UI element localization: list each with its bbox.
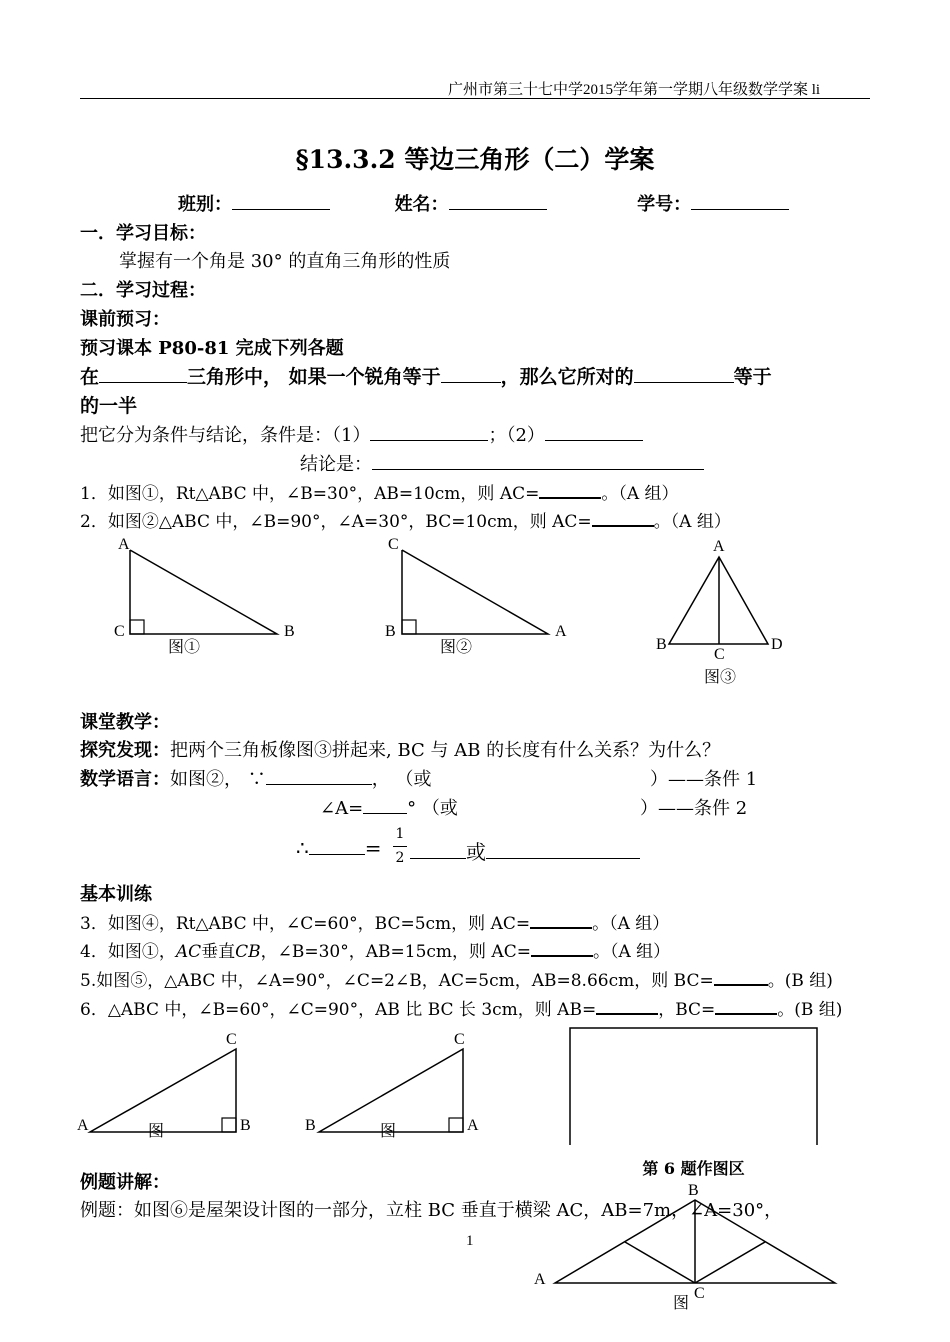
condition-1-label: ）——条件 1 bbox=[650, 769, 758, 790]
fig5-caption: 图 bbox=[380, 1123, 397, 1140]
figure-4 bbox=[77, 1031, 251, 1140]
question-1-blank[interactable] bbox=[539, 497, 601, 499]
fig1-label-a: A bbox=[118, 536, 130, 553]
fig3-caption: 图③ bbox=[704, 669, 737, 686]
degree-or: ° （或 bbox=[407, 798, 458, 819]
page-number: 1 bbox=[466, 1233, 474, 1249]
question-4 bbox=[80, 937, 670, 962]
fig1-caption: 图① bbox=[168, 639, 201, 656]
fill-text-c: ，那么它所对的 bbox=[500, 366, 634, 388]
question-4-tail: 。（A 组） bbox=[592, 942, 671, 962]
fill-blank-1[interactable] bbox=[99, 382, 187, 383]
fill-text-e: 的一半 bbox=[80, 395, 138, 417]
angle-a-label: ∠A= bbox=[320, 798, 364, 819]
conclusion-label: 结论是： bbox=[300, 454, 372, 475]
fig1-label-c: C bbox=[114, 623, 125, 640]
fig2-label-b: B bbox=[385, 623, 396, 640]
fig2-label-c: C bbox=[388, 536, 399, 553]
question-2 bbox=[80, 507, 731, 532]
question-6-mid: ，BC= bbox=[658, 1000, 716, 1020]
fill-text-a: 在 bbox=[80, 366, 100, 388]
fig3-label-a: A bbox=[713, 538, 725, 555]
question-4-ac: AC bbox=[175, 942, 202, 962]
conclusion-blank[interactable] bbox=[372, 469, 704, 470]
question-6-text: 6．△ABC 中，∠B=60°，∠C=90°，AB 比 BC 长 3cm，则 AB= bbox=[80, 1000, 597, 1020]
therefore-line-2 bbox=[410, 836, 640, 865]
angle-a-blank[interactable] bbox=[363, 813, 407, 814]
learning-goal: 掌握有一个角是 30° 的直角三角形的性质 bbox=[119, 251, 451, 272]
fill-blank-3[interactable] bbox=[634, 382, 734, 383]
figure-6 bbox=[520, 1170, 840, 1320]
therefore-line bbox=[296, 836, 382, 860]
fig5-label-c: C bbox=[454, 1031, 465, 1048]
figure-1 bbox=[114, 536, 295, 656]
question-6-blank-1[interactable] bbox=[596, 1013, 658, 1015]
therefore-blank-2[interactable] bbox=[410, 858, 466, 859]
class-heading: 课堂教学： bbox=[80, 712, 170, 733]
question-2-text: 2．如图②△ABC 中，∠B=90°，∠A=30°，BC=10cm，则 AC= bbox=[80, 512, 592, 532]
section1-heading: 一．学习目标： bbox=[80, 223, 206, 244]
condition-label: 把它分为条件与结论，条件是：（1） bbox=[80, 425, 371, 446]
explore-line bbox=[80, 736, 720, 762]
figures-row-1 bbox=[0, 530, 950, 695]
name-blank[interactable] bbox=[449, 209, 547, 210]
example-heading: 例题讲解： bbox=[80, 1172, 170, 1193]
question-4-blank[interactable] bbox=[531, 955, 593, 957]
question-3-blank[interactable] bbox=[530, 927, 592, 929]
figure-5 bbox=[305, 1031, 479, 1140]
fig3-label-c: C bbox=[714, 646, 725, 663]
fig6-label-a: A bbox=[534, 1271, 546, 1288]
figures-row-2 bbox=[0, 1020, 950, 1145]
because-blank[interactable] bbox=[266, 784, 372, 785]
fill-text-d: 等于 bbox=[733, 366, 772, 388]
question-6 bbox=[80, 995, 842, 1020]
math-language-line bbox=[80, 765, 431, 791]
fraction-denominator: 2 bbox=[395, 850, 405, 866]
question-1-text: 1．如图①，Rt△ABC 中，∠B=30°，AB=10cm，则 AC= bbox=[80, 484, 540, 504]
condition-mid: ；（2） bbox=[488, 425, 545, 446]
preview-task: 预习课本 P80-81 完成下列各题 bbox=[80, 338, 344, 359]
page-header: 广州市第三十七中学2015学年第一学期八年级数学学案 li bbox=[448, 82, 821, 98]
explore-text: 把两个三角板像图③拼起来, BC 与 AB 的长度有什么关系？为什么？ bbox=[170, 740, 721, 761]
figure-2 bbox=[385, 536, 567, 656]
info-row bbox=[178, 190, 789, 216]
conclusion-line bbox=[300, 450, 704, 476]
fill-text-b: 三角形中， 如果一个锐角等于 bbox=[187, 366, 441, 388]
fig4-label-a: A bbox=[77, 1117, 89, 1134]
angle-line bbox=[320, 794, 458, 820]
name-label: 姓名： bbox=[394, 194, 449, 215]
or-2: 或 bbox=[466, 840, 486, 864]
question-1 bbox=[80, 479, 679, 504]
explore-label: 探究发现： bbox=[80, 740, 170, 761]
id-blank[interactable] bbox=[691, 209, 789, 210]
fill-blank-2[interactable] bbox=[441, 382, 501, 383]
question-5-blank[interactable] bbox=[714, 984, 768, 986]
fig6-caption: 图 bbox=[673, 1295, 690, 1312]
question-6-blank-2[interactable] bbox=[715, 1013, 777, 1015]
drawing-area[interactable] bbox=[570, 1028, 817, 1145]
figure-3 bbox=[656, 538, 783, 686]
fig3-label-b: B bbox=[656, 636, 667, 653]
example-text: 例题：如图⑥是屋架设计图的一部分，立柱 BC 垂直于横梁 AC，AB=7m，∠A=30°， bbox=[80, 1200, 783, 1221]
condition-blank-2[interactable] bbox=[545, 440, 643, 441]
fig1-label-b: B bbox=[284, 623, 295, 640]
question-3-tail: 。（A 组） bbox=[592, 914, 670, 934]
equals-sign: = bbox=[364, 836, 382, 860]
math-language-text: 如图②， ∵ bbox=[170, 769, 266, 790]
therefore-blank-3[interactable] bbox=[486, 858, 640, 859]
question-5-tail: 。(B 组) bbox=[767, 971, 833, 991]
question-5-text: 5.如图⑤，△ABC 中，∠A=90°，∠C=2∠B，AC=5cm，AB=8.66cm，则 BC= bbox=[80, 971, 714, 991]
condition-blank-1[interactable] bbox=[370, 440, 488, 441]
drawing-area-label: 第 6 题作图区 bbox=[642, 1159, 745, 1178]
fill-line bbox=[80, 362, 772, 389]
question-4-text-a: 4．如图①， bbox=[80, 942, 176, 962]
question-5 bbox=[80, 966, 833, 991]
fig5-label-b: B bbox=[305, 1117, 316, 1134]
header-rule bbox=[80, 98, 870, 99]
id-label: 学号： bbox=[637, 194, 692, 215]
fig5-label-a: A bbox=[467, 1117, 479, 1134]
condition-line bbox=[80, 421, 643, 447]
fig6-label-c: C bbox=[694, 1285, 705, 1302]
condition-2-label: ）——条件 2 bbox=[640, 798, 748, 819]
fig4-caption: 图 bbox=[148, 1123, 165, 1140]
basic-heading: 基本训练 bbox=[80, 884, 152, 905]
therefore-blank-1[interactable] bbox=[309, 854, 365, 855]
question-4-text-c: ，∠B=30°，AB=15cm，则 AC= bbox=[260, 942, 531, 962]
fig2-label-a: A bbox=[555, 623, 567, 640]
fig6-label-b: B bbox=[688, 1182, 699, 1199]
fig4-label-c: C bbox=[226, 1031, 237, 1048]
question-1-tail: 。（A 组） bbox=[601, 484, 679, 504]
question-4-cb: CB bbox=[235, 942, 261, 962]
or-1: ， （或 bbox=[371, 769, 432, 790]
therefore-symbol: ∴ bbox=[296, 836, 309, 860]
question-2-blank[interactable] bbox=[592, 525, 654, 527]
page-title: §13.3.2 等边三角形（二）学案 bbox=[295, 145, 655, 174]
fraction-bar bbox=[393, 846, 407, 847]
question-2-tail: 。（A 组） bbox=[653, 512, 731, 532]
class-blank[interactable] bbox=[232, 209, 330, 210]
fig3-label-d: D bbox=[771, 636, 783, 653]
fig4-label-b: B bbox=[240, 1117, 251, 1134]
fraction-numerator: 1 bbox=[395, 826, 405, 842]
question-3-text: 3．如图④，Rt△ABC 中，∠C=60°，BC=5cm，则 AC= bbox=[80, 914, 531, 934]
question-6-tail: 。(B 组) bbox=[777, 1000, 843, 1020]
fig2-caption: 图② bbox=[440, 639, 473, 656]
preview-heading: 课前预习： bbox=[80, 309, 170, 330]
section2-heading: 二．学习过程： bbox=[80, 280, 206, 301]
question-4-text-b: 垂直 bbox=[201, 942, 236, 962]
class-label: 班别： bbox=[178, 194, 232, 215]
question-3 bbox=[80, 909, 669, 934]
math-language-label: 数学语言： bbox=[80, 769, 170, 790]
